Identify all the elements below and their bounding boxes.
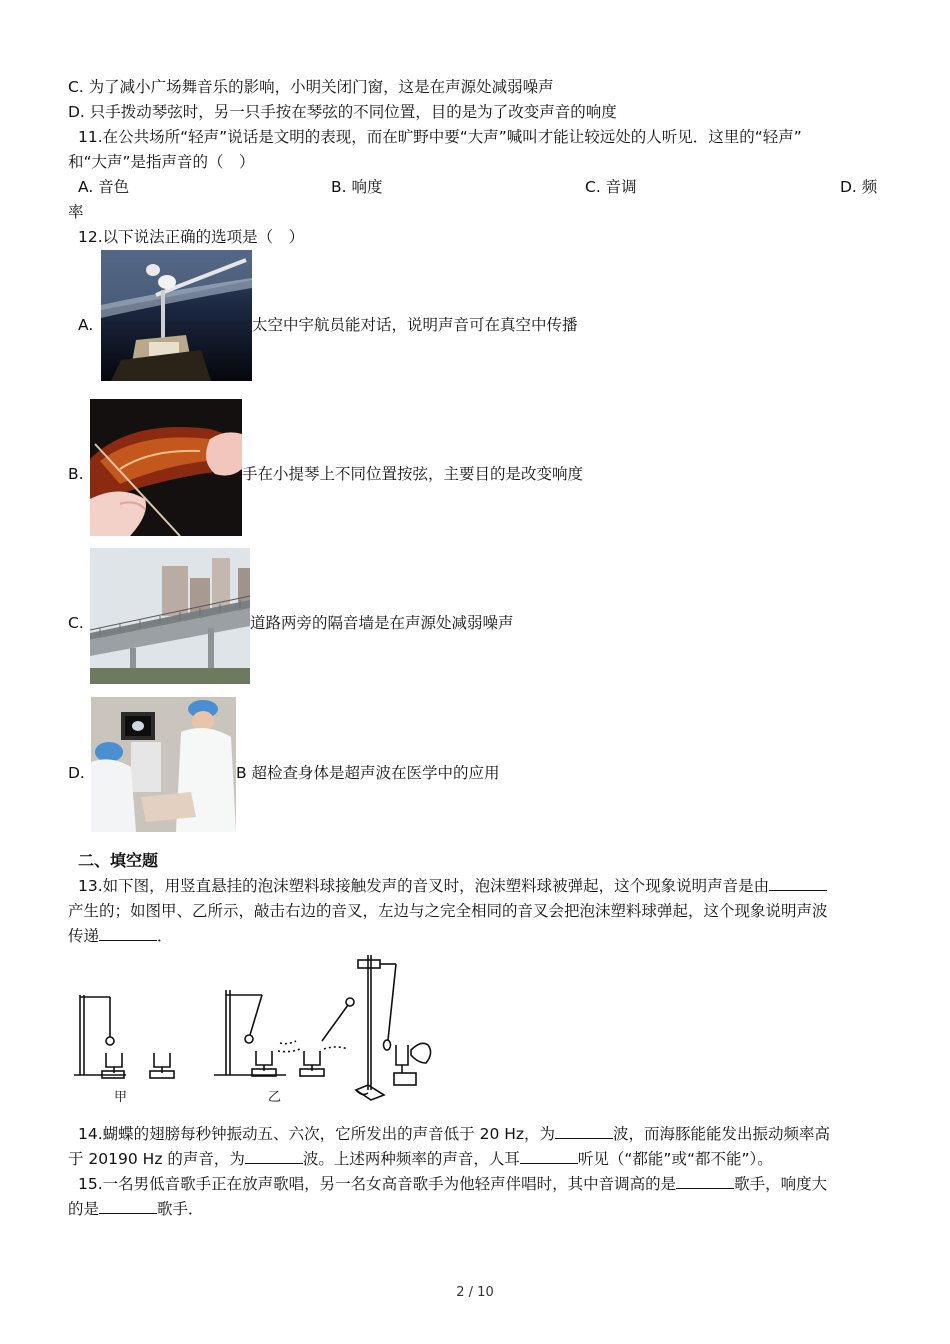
violin-photo bbox=[90, 399, 242, 536]
q11-option-c: C. 音调 bbox=[585, 178, 637, 196]
q10-option-c: C. 为了减小广场舞音乐的影响，小明关闭门窗，这是在声源处减弱噪声 bbox=[68, 78, 554, 96]
q12-option-b-text: 手在小提琴上不同位置按弦，主要目的是改变响度 bbox=[242, 465, 584, 483]
sound-barrier-photo bbox=[90, 548, 250, 684]
q13-line3: 传递 ． bbox=[68, 927, 173, 945]
q14-blank-2[interactable] bbox=[245, 1149, 303, 1164]
q13-line1: 13.如下图，用竖直悬挂的泡沫塑料球接触发声的音叉时，泡沫塑料球被弹起，这个现象说明声音是由 bbox=[78, 875, 827, 897]
q14-blank-1[interactable] bbox=[555, 1124, 613, 1139]
q13-blank-1[interactable] bbox=[769, 876, 827, 891]
q11-option-d-cont: 率 bbox=[68, 203, 84, 221]
page-number: 2 / 10 bbox=[456, 1285, 494, 1300]
q12-option-c-label: C. bbox=[68, 614, 84, 632]
q12-option-a-label: A. bbox=[78, 316, 94, 334]
q10-option-d: D. 只手拨动琴弦时，另一只手按在琴弦的不同位置，目的是为了改变声音的响度 bbox=[68, 103, 617, 121]
q12-option-d-text: B 超检查身体是超声波在医学中的应用 bbox=[236, 764, 500, 782]
ultrasound-photo bbox=[91, 697, 236, 832]
tuning-fork-figure bbox=[66, 945, 436, 1110]
q15-line1: 15.一名男低音歌手正在放声歌唱，另一名女高音歌手为他轻声伴唱时，其中音调高的是 歌手，响度大 bbox=[78, 1175, 828, 1193]
q12-option-b-label: B. bbox=[68, 465, 84, 483]
figure-label-jia: 甲 bbox=[114, 1090, 128, 1105]
q11-option-a: A. 音色 bbox=[78, 178, 130, 196]
section-fill-in-title: 二、填空题 bbox=[78, 851, 159, 870]
q15-blank-2[interactable] bbox=[99, 1199, 157, 1214]
q11-stem-line2: 和“大声”是指声音的（ ） bbox=[68, 153, 255, 171]
q11-option-b: B. 响度 bbox=[331, 178, 383, 196]
q12-stem: 12.以下说法正确的选项是（ ） bbox=[78, 228, 305, 246]
q15-blank-1[interactable] bbox=[676, 1174, 734, 1189]
q12-option-d-label: D. bbox=[68, 764, 85, 782]
q14-line1: 14.蝴蝶的翅膀每秒钟振动五、六次，它所发出的声音低于 20 Hz，为 波，而海豚能能发出振动频率高 bbox=[78, 1125, 831, 1143]
figure-label-yi: 乙 bbox=[268, 1090, 282, 1105]
q12-option-a-text: 太空中宇航员能对话，说明声音可在真空中传播 bbox=[252, 316, 578, 334]
q14-line2: 于 20190 Hz 的声音，为 波。上述两种频率的声音，人耳 听见（“都能”或“都不能”）。 bbox=[68, 1150, 773, 1168]
astronaut-photo bbox=[101, 250, 252, 381]
q15-line2: 的是 歌手． bbox=[68, 1200, 204, 1218]
q11-stem-line1: 11.在公共场所“轻声”说话是文明的表现，而在旷野中要“大声”喊叫才能让较远处的人听见．这里的“轻声” bbox=[78, 128, 802, 146]
q11-option-d: D. 频 bbox=[840, 178, 878, 196]
q13-line2: 产生的；如图甲、乙所示，敲击右边的音叉，左边与之完全相同的音叉会把泡沫塑料球弹起，这个现象说明声波 bbox=[68, 902, 828, 920]
q13-blank-2[interactable] bbox=[99, 926, 157, 941]
q14-blank-3[interactable] bbox=[520, 1149, 578, 1164]
q12-option-c-text: 道路两旁的隔音墙是在声源处减弱噪声 bbox=[250, 614, 514, 632]
